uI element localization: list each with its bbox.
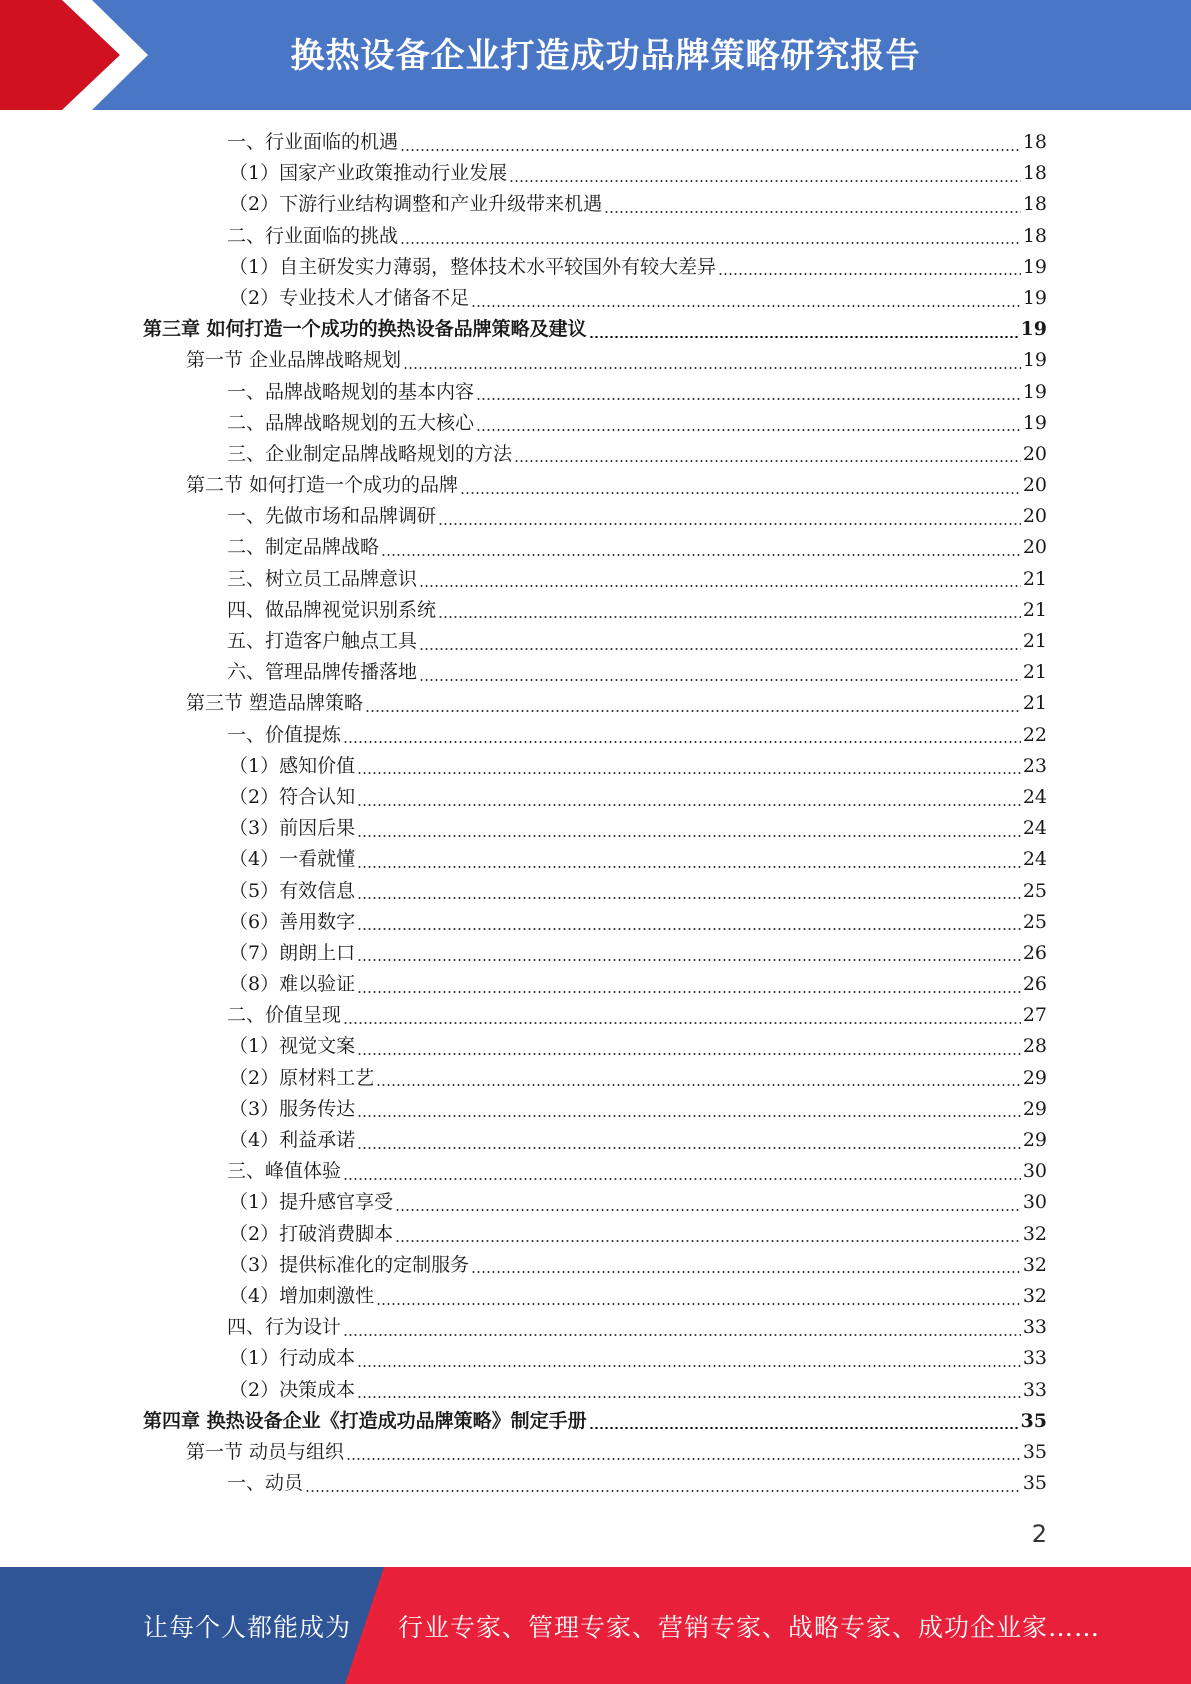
toc-entry[interactable] xyxy=(0,1063,1191,1094)
toc-entry-label: （1）自主研发实力薄弱，整体技术水平较国外有较大差异 xyxy=(229,255,717,278)
toc-entry[interactable] xyxy=(0,377,1191,408)
toc-entry[interactable] xyxy=(0,283,1191,314)
toc-entry-label: 第一节 动员与组织 xyxy=(186,1440,345,1463)
toc-entry-label: 第三节 塑造品牌策略 xyxy=(186,692,364,715)
toc-entry-label: 三、峰值体验 xyxy=(227,1160,342,1183)
toc-entry-label: （2）下游行业结构调整和产业升级带来机遇 xyxy=(229,193,603,216)
toc-entry-label: （3）前因后果 xyxy=(229,817,356,840)
dot-leader xyxy=(343,741,1021,743)
toc-entry-label: 三、树立员工品牌意识 xyxy=(227,567,418,590)
dot-leader xyxy=(343,1334,1021,1336)
toc-entry-page: 19 xyxy=(1022,286,1047,309)
dot-leader xyxy=(357,804,1021,806)
toc-entry-page: 23 xyxy=(1022,754,1047,777)
toc-entry-page: 19 xyxy=(1022,255,1047,278)
toc-entry-label: （1）视觉文案 xyxy=(229,1035,356,1058)
toc-entry[interactable] xyxy=(0,189,1191,220)
toc-entry-page: 25 xyxy=(1022,910,1047,933)
toc-entry[interactable] xyxy=(0,1125,1191,1156)
toc-entry[interactable] xyxy=(0,345,1191,376)
dot-leader xyxy=(604,211,1021,213)
dot-leader xyxy=(438,616,1021,618)
toc-entry-page: 29 xyxy=(1022,1097,1047,1120)
toc-entry-label: 第一节 企业品牌战略规划 xyxy=(186,349,402,372)
toc-entry-page: 32 xyxy=(1022,1284,1047,1307)
dot-leader xyxy=(395,1240,1021,1242)
toc-entry[interactable] xyxy=(0,876,1191,907)
toc-entry[interactable] xyxy=(0,844,1191,875)
dot-leader xyxy=(403,367,1021,369)
toc-entry[interactable] xyxy=(0,532,1191,563)
toc-entry-page: 20 xyxy=(1022,536,1047,559)
toc-entry[interactable] xyxy=(0,564,1191,595)
toc-entry-page: 21 xyxy=(1022,567,1047,590)
toc-entry-label: （7）朗朗上口 xyxy=(229,941,356,964)
dot-leader xyxy=(357,991,1021,993)
toc-entry-page: 21 xyxy=(1022,630,1047,652)
toc-entry-page: 21 xyxy=(1022,661,1047,684)
dot-leader xyxy=(395,1209,1021,1211)
toc-entry-label: 一、行业面临的机遇 xyxy=(227,131,399,153)
report-title: 换热设备企业打造成功品牌策略研究报告 xyxy=(290,35,921,76)
toc-entry[interactable] xyxy=(0,408,1191,439)
dot-leader xyxy=(343,1022,1021,1024)
toc-entry[interactable] xyxy=(0,1375,1191,1406)
toc-entry[interactable] xyxy=(0,1437,1191,1468)
toc-entry-label: （3）服务传达 xyxy=(229,1097,356,1120)
dot-leader xyxy=(357,866,1021,868)
toc-entry-label: 四、行为设计 xyxy=(227,1316,342,1339)
toc-entry-page: 35 xyxy=(1022,1472,1047,1495)
toc-entry[interactable] xyxy=(0,1468,1191,1499)
toc-entry[interactable] xyxy=(0,158,1191,189)
dot-leader xyxy=(476,429,1021,431)
toc-entry[interactable] xyxy=(0,907,1191,938)
toc-entry[interactable] xyxy=(0,813,1191,844)
toc-entry-label: （1）感知价值 xyxy=(229,754,356,777)
toc-entry-label: 二、价值呈现 xyxy=(227,1004,342,1027)
dot-leader xyxy=(471,1271,1021,1273)
toc-entry-page: 25 xyxy=(1022,879,1047,902)
toc-entry[interactable] xyxy=(0,1094,1191,1125)
page-footer xyxy=(0,1567,1191,1684)
dot-leader xyxy=(419,648,1021,650)
toc-entry-page: 35 xyxy=(1020,1409,1047,1432)
toc-entry-page: 32 xyxy=(1022,1253,1047,1276)
toc-entry-page: 18 xyxy=(1022,131,1047,153)
toc-entry-page: 33 xyxy=(1022,1316,1047,1339)
toc-entry-page: 18 xyxy=(1022,224,1047,247)
toc-entry[interactable] xyxy=(0,1312,1191,1343)
dot-leader xyxy=(400,149,1021,151)
toc-entry[interactable] xyxy=(0,751,1191,782)
table-of-contents xyxy=(0,127,1191,1499)
toc-entry-page: 28 xyxy=(1022,1035,1047,1058)
toc-entry-label: （2）决策成本 xyxy=(229,1378,356,1401)
dot-leader xyxy=(419,679,1021,681)
toc-entry-label: （1）行动成本 xyxy=(229,1347,356,1370)
dot-leader xyxy=(357,835,1021,837)
toc-entry[interactable] xyxy=(0,1187,1191,1218)
toc-entry-label: 二、行业面临的挑战 xyxy=(227,224,399,247)
toc-entry-label: （1）提升感官享受 xyxy=(229,1191,394,1214)
toc-entry-label: （2）专业技术人才储备不足 xyxy=(229,286,470,309)
toc-entry[interactable] xyxy=(0,1031,1191,1062)
dot-leader xyxy=(365,710,1021,712)
toc-entry[interactable] xyxy=(0,470,1191,501)
dot-leader xyxy=(357,1147,1021,1149)
toc-entry[interactable] xyxy=(0,1000,1191,1031)
toc-entry-page: 27 xyxy=(1022,1004,1047,1027)
toc-entry[interactable] xyxy=(0,1156,1191,1187)
toc-entry-page: 19 xyxy=(1022,411,1047,434)
toc-entry[interactable] xyxy=(0,657,1191,688)
toc-entry-page: 33 xyxy=(1022,1347,1047,1370)
dot-leader xyxy=(305,1490,1021,1492)
toc-entry-label: （5）有效信息 xyxy=(229,879,356,902)
toc-entry-label: 一、品牌战略规划的基本内容 xyxy=(227,380,475,403)
toc-entry-page: 22 xyxy=(1022,723,1047,746)
toc-entry-page: 20 xyxy=(1022,474,1047,497)
toc-entry-page: 20 xyxy=(1022,505,1047,528)
dot-leader xyxy=(357,1365,1021,1367)
toc-entry[interactable] xyxy=(0,314,1191,345)
toc-entry-label: 一、动员 xyxy=(227,1472,304,1495)
toc-entry-label: （3）提供标准化的定制服务 xyxy=(229,1253,470,1276)
toc-entry-label: （6）善用数字 xyxy=(229,910,356,933)
toc-entry[interactable] xyxy=(0,1343,1191,1374)
dot-leader xyxy=(381,554,1021,556)
toc-entry[interactable] xyxy=(0,127,1191,158)
toc-entry[interactable] xyxy=(0,595,1191,626)
toc-entry-label: 第二节 如何打造一个成功的品牌 xyxy=(186,474,459,497)
toc-entry-page: 19 xyxy=(1022,349,1047,372)
toc-entry-label: （4）一看就懂 xyxy=(229,848,356,871)
footer-slogan-left: 让每个人都能成为 xyxy=(143,1612,352,1642)
toc-entry-page: 21 xyxy=(1022,692,1047,715)
toc-entry-label: （2）符合认知 xyxy=(229,785,356,808)
toc-entry-page: 24 xyxy=(1022,848,1047,871)
dot-leader xyxy=(460,492,1021,494)
dot-leader xyxy=(514,460,1021,462)
toc-entry-label: 五、打造客户触点工具 xyxy=(227,630,418,652)
toc-entry[interactable] xyxy=(0,439,1191,470)
dot-leader xyxy=(376,1303,1021,1305)
dot-leader xyxy=(343,1178,1021,1180)
dot-leader xyxy=(419,585,1021,587)
toc-entry-page: 18 xyxy=(1022,162,1047,185)
toc-entry-page: 24 xyxy=(1022,785,1047,808)
toc-entry[interactable] xyxy=(0,938,1191,969)
toc-entry-page: 19 xyxy=(1022,380,1047,403)
dot-leader xyxy=(589,336,1019,338)
toc-entry-page: 29 xyxy=(1022,1129,1047,1151)
toc-entry-page: 19 xyxy=(1020,318,1047,341)
toc-entry-label: （8）难以验证 xyxy=(229,973,356,996)
dot-leader xyxy=(376,1084,1021,1086)
toc-entry-page: 33 xyxy=(1022,1378,1047,1401)
toc-entry-label: （4）增加刺激性 xyxy=(229,1284,375,1307)
dot-leader xyxy=(357,772,1021,774)
toc-entry[interactable] xyxy=(0,1281,1191,1312)
toc-entry-page: 30 xyxy=(1022,1160,1047,1183)
toc-entry-label: 六、管理品牌传播落地 xyxy=(227,661,418,684)
toc-entry[interactable] xyxy=(0,1406,1191,1437)
toc-entry-page: 18 xyxy=(1022,193,1047,216)
toc-entry-page: 21 xyxy=(1022,598,1047,621)
toc-entry-page: 32 xyxy=(1022,1222,1047,1245)
toc-entry-label: （2）打破消费脚本 xyxy=(229,1222,394,1245)
toc-entry[interactable] xyxy=(0,720,1191,751)
dot-leader xyxy=(400,242,1021,244)
dot-leader xyxy=(718,273,1021,275)
footer-slogan-right: 行业专家、管理专家、营销专家、战略专家、成功企业家…… xyxy=(398,1612,1101,1642)
toc-entry[interactable] xyxy=(0,969,1191,1000)
page-header xyxy=(0,0,1191,110)
toc-entry-page: 20 xyxy=(1022,442,1047,465)
dot-leader xyxy=(357,1115,1021,1117)
toc-entry-label: 第三章 如何打造一个成功的换热设备品牌策略及建议 xyxy=(143,318,587,341)
dot-leader xyxy=(357,897,1021,899)
toc-entry[interactable] xyxy=(0,252,1191,283)
toc-entry-label: 一、价值提炼 xyxy=(227,723,342,746)
dot-leader xyxy=(357,1396,1021,1398)
toc-entry-page: 24 xyxy=(1022,817,1047,840)
toc-entry[interactable] xyxy=(0,1250,1191,1281)
toc-entry-label: （1）国家产业政策推动行业发展 xyxy=(229,162,508,185)
toc-entry-label: 二、品牌战略规划的五大核心 xyxy=(227,411,475,434)
toc-entry-label: 四、做品牌视觉识别系统 xyxy=(227,598,437,621)
dot-leader xyxy=(438,523,1021,525)
dot-leader xyxy=(476,398,1021,400)
toc-entry-label: 二、制定品牌战略 xyxy=(227,536,380,559)
toc-entry[interactable] xyxy=(0,626,1191,657)
dot-leader xyxy=(357,928,1021,930)
dot-leader xyxy=(589,1427,1019,1429)
toc-entry[interactable] xyxy=(0,782,1191,813)
toc-entry-label: （4）利益承诺 xyxy=(229,1129,356,1151)
toc-entry[interactable] xyxy=(0,501,1191,532)
dot-leader xyxy=(357,1053,1021,1055)
toc-entry-label: （2）原材料工艺 xyxy=(229,1066,375,1089)
toc-entry[interactable] xyxy=(0,221,1191,252)
toc-entry-page: 26 xyxy=(1022,941,1047,964)
toc-entry-page: 30 xyxy=(1022,1191,1047,1214)
toc-entry-page: 26 xyxy=(1022,973,1047,996)
dot-leader xyxy=(346,1458,1021,1460)
dot-leader xyxy=(471,305,1021,307)
dot-leader xyxy=(357,959,1021,961)
toc-entry[interactable] xyxy=(0,688,1191,719)
toc-entry-label: 一、先做市场和品牌调研 xyxy=(227,505,437,528)
dot-leader xyxy=(509,180,1021,182)
page-number: 2 xyxy=(1031,1520,1047,1548)
toc-entry-label: 第四章 换热设备企业《打造成功品牌策略》制定手册 xyxy=(143,1409,587,1432)
toc-entry-page: 29 xyxy=(1022,1066,1047,1089)
toc-entry-label: 三、企业制定品牌战略规划的方法 xyxy=(227,442,513,465)
toc-entry-page: 35 xyxy=(1022,1440,1047,1463)
toc-entry[interactable] xyxy=(0,1219,1191,1250)
